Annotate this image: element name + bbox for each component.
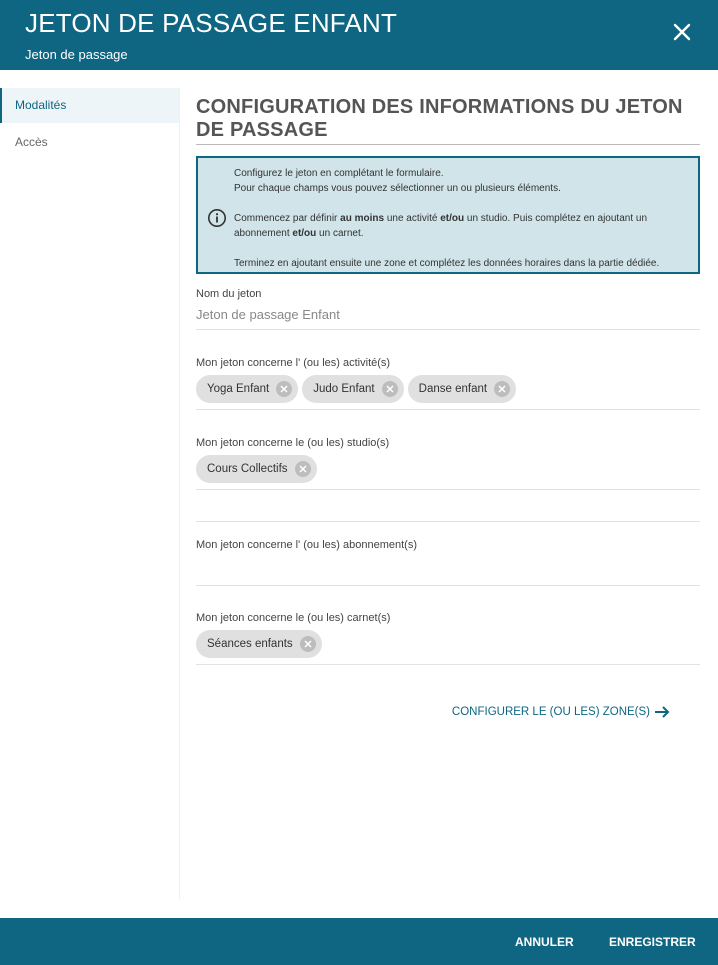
remove-chip-icon[interactable] bbox=[294, 460, 312, 478]
activities-label: Mon jeton concerne l' (ou les) activité(s) bbox=[196, 357, 391, 369]
info-line: abonnement et/ou un carnet. bbox=[234, 228, 364, 239]
configure-zones-link[interactable] bbox=[452, 705, 670, 719]
divider bbox=[196, 490, 700, 522]
chip-activity: Danse enfant bbox=[408, 375, 516, 403]
studios-label: Mon jeton concerne le (ou les) studio(s) bbox=[196, 437, 390, 449]
studios-field[interactable] bbox=[196, 437, 700, 490]
save-button[interactable]: ENREGISTRER bbox=[609, 935, 696, 949]
booklets-label: Mon jeton concerne le (ou les) carnet(s) bbox=[196, 612, 391, 624]
subscriptions-label: Mon jeton concerne l' (ou les) abonnement(s) bbox=[196, 539, 417, 551]
dialog-title: JETON DE PASSAGE ENFANT bbox=[25, 8, 398, 38]
configure-zones-label: CONFIGURER LE (OU LES) ZONE(S) bbox=[451, 706, 650, 718]
remove-chip-icon[interactable] bbox=[493, 380, 511, 398]
studios-chips[interactable] bbox=[196, 455, 700, 489]
chip-activity: Judo Enfant bbox=[302, 375, 403, 403]
info-line: Configurez le jeton en complétant le formulaire. bbox=[234, 168, 444, 179]
sidebar-item-modalites[interactable]: Modalités bbox=[0, 88, 179, 123]
sidebar-item-acces[interactable]: Accès bbox=[15, 135, 48, 149]
sidebar bbox=[0, 88, 180, 900]
dialog-header bbox=[0, 0, 718, 70]
info-line: Pour chaque champs vous pouvez sélectionner un ou plusieurs éléments. bbox=[234, 183, 561, 194]
subscriptions-field[interactable] bbox=[196, 539, 700, 586]
booklets-field[interactable] bbox=[196, 612, 700, 665]
main-content bbox=[196, 96, 700, 718]
info-box bbox=[196, 156, 700, 274]
remove-chip-icon[interactable] bbox=[299, 635, 317, 653]
activities-chips[interactable] bbox=[196, 375, 700, 409]
name-field[interactable] bbox=[196, 288, 700, 330]
activities-field[interactable] bbox=[196, 357, 700, 410]
dialog-footer bbox=[0, 918, 718, 965]
cancel-button[interactable]: ANNULER bbox=[515, 935, 574, 949]
dialog-subtitle: Jeton de passage bbox=[25, 47, 128, 62]
booklets-chips[interactable] bbox=[196, 630, 700, 664]
chip-booklet: Séances enfants bbox=[196, 630, 322, 658]
section-title: CONFIGURATION DES INFORMATIONS DU JETON DE PASSAGE bbox=[196, 96, 700, 145]
name-input[interactable]: Jeton de passage Enfant bbox=[196, 307, 340, 322]
chip-activity: Yoga Enfant bbox=[196, 375, 298, 403]
chip-studio: Cours Collectifs bbox=[196, 455, 317, 483]
close-icon[interactable] bbox=[670, 20, 694, 44]
info-text bbox=[234, 166, 690, 271]
name-field-label: Nom du jeton bbox=[196, 288, 262, 300]
info-line: Terminez en ajoutant ensuite une zone et complétez les données horaires dans la partie dédiée. bbox=[234, 258, 660, 269]
info-line: Commencez par définir au moins une activité et/ou un studio. Puis complétez en ajoutant un bbox=[234, 213, 648, 224]
remove-chip-icon[interactable] bbox=[275, 380, 293, 398]
arrow-right-icon bbox=[654, 705, 670, 719]
info-icon bbox=[207, 208, 227, 228]
remove-chip-icon[interactable] bbox=[381, 380, 399, 398]
